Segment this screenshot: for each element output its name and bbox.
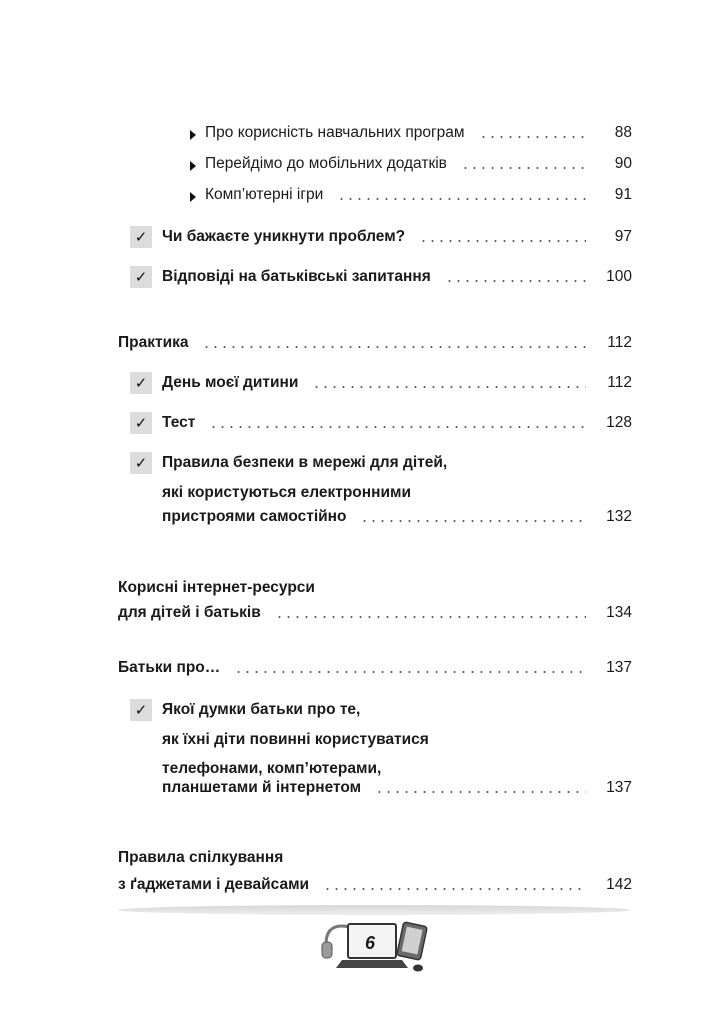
toc-entry-line: Якої думки батьки про те, [162, 701, 361, 718]
toc-entry-line: телефонами, комп’ютерами, [162, 760, 382, 777]
dot-leader [479, 136, 586, 138]
checkmark-icon: ✓ [130, 412, 152, 434]
dot-leader [202, 346, 586, 348]
toc-entry-title: планшетами й інтернетом [162, 779, 362, 796]
toc-section-line: Правила спілкування [118, 849, 284, 866]
toc-section[interactable] [118, 876, 632, 894]
toc-section[interactable] [118, 659, 632, 677]
toc-entry[interactable] [162, 414, 632, 432]
toc-entry[interactable] [205, 186, 632, 204]
bullet-triangle-icon [190, 192, 196, 202]
toc-entry-page: 137 [606, 779, 632, 796]
toc-section[interactable] [118, 334, 632, 352]
checkmark-icon: ✓ [130, 226, 152, 248]
dot-leader [312, 386, 586, 388]
dot-leader [234, 671, 586, 673]
toc-entry-line: як їхні діти повинні користуватися [162, 731, 429, 748]
dot-leader [445, 280, 586, 282]
toc-section-title: з ґаджетами і девайсами [118, 876, 310, 893]
toc-section-page: 134 [606, 604, 632, 621]
checkmark-icon: ✓ [130, 266, 152, 288]
toc-entry-title: День моєї дитини [162, 374, 299, 391]
toc-entry[interactable] [162, 508, 632, 526]
toc-entry[interactable] [162, 779, 632, 797]
toc-entry[interactable] [205, 124, 632, 142]
dot-leader [275, 616, 586, 618]
toc-section-title: Батьки про… [118, 659, 221, 676]
dot-leader [419, 240, 586, 242]
toc-section-line: Корисні інтернет-ресурси [118, 579, 315, 596]
toc-entry-title: Про корисність навчальних програм [205, 124, 465, 141]
bullet-triangle-icon [190, 161, 196, 171]
toc-section[interactable] [118, 604, 632, 622]
toc-entry[interactable] [162, 268, 632, 286]
toc-entry-page: 112 [607, 374, 632, 391]
dot-leader [337, 198, 586, 200]
toc-entry-page: 97 [614, 228, 632, 245]
toc-section-page: 142 [606, 876, 632, 893]
tablet-icon [397, 922, 428, 960]
dot-leader [323, 888, 586, 890]
toc-entry-page: 100 [606, 268, 632, 285]
toc-section-page: 112 [607, 334, 632, 351]
toc-entry-line: Правила безпеки в мережі для дітей, [162, 454, 448, 471]
dot-leader [209, 426, 586, 428]
toc-entry-page: 132 [606, 508, 632, 525]
dot-leader [360, 520, 586, 522]
toc-entry[interactable] [205, 155, 632, 173]
dot-leader [461, 167, 586, 169]
toc-entry-page: 91 [614, 186, 632, 203]
mouse-icon [413, 965, 423, 972]
toc-entry-title: Перейдімо до мобільних додатків [205, 155, 447, 172]
toc-entry-line: які користуються електронними [162, 484, 412, 501]
toc-entry-page: 128 [606, 414, 632, 431]
toc-entry[interactable] [162, 374, 632, 392]
page-number: 6 [364, 933, 375, 953]
toc-entry-title: Комп’ютерні ігри [205, 186, 324, 203]
footer-shadow-bar [118, 905, 630, 915]
dot-leader [375, 791, 586, 793]
toc-section-title: Практика [118, 334, 189, 351]
toc-section-page: 137 [606, 659, 632, 676]
toc-entry-title: пристроями самостійно [162, 508, 347, 525]
toc-section-title: для дітей і батьків [118, 604, 261, 621]
bullet-triangle-icon [190, 130, 196, 140]
toc-entry-page: 90 [614, 155, 632, 172]
toc-entry-title: Чи бажаєте уникнути проблем? [162, 228, 406, 245]
toc-entry-page: 88 [614, 124, 632, 141]
checkmark-icon: ✓ [130, 372, 152, 394]
checkmark-icon: ✓ [130, 699, 152, 721]
toc-entry-title: Тест [162, 414, 196, 431]
toc-entry[interactable] [162, 228, 632, 246]
checkmark-icon: ✓ [130, 452, 152, 474]
toc-entry-title: Відповіді на батьківські запитання [162, 268, 431, 285]
